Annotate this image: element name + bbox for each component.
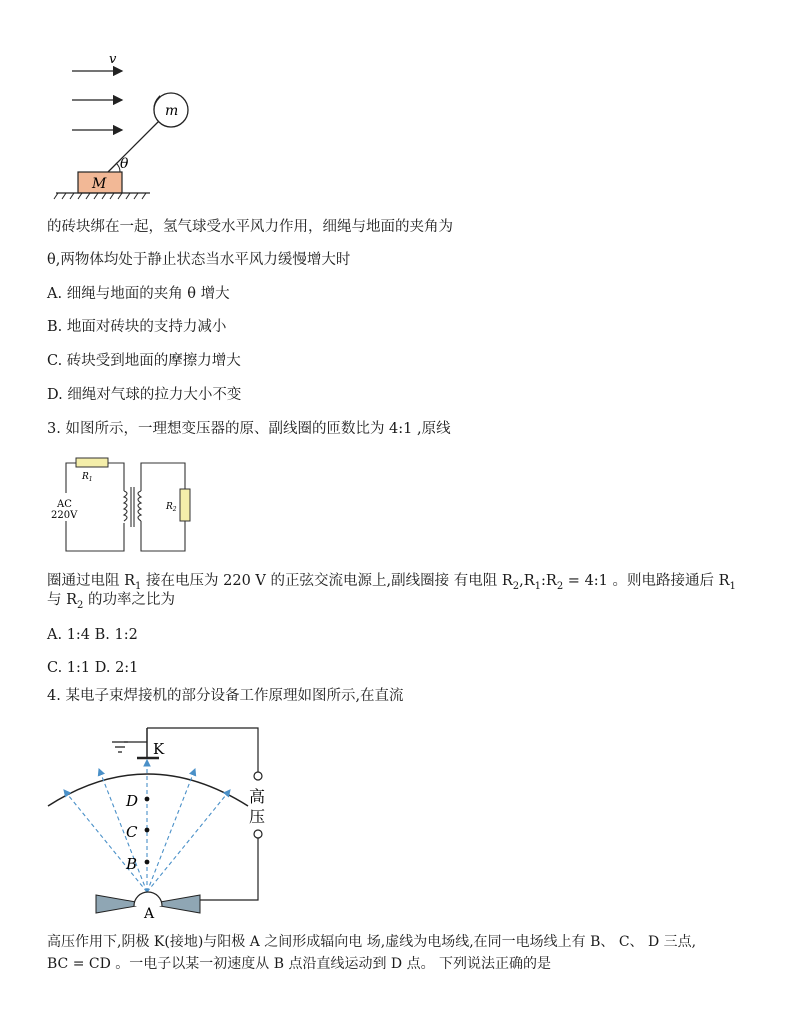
brick-mass-label: M [92, 176, 107, 192]
resistor-r1 [76, 458, 108, 467]
anode-dome [134, 892, 162, 906]
q3-options-cd: C. 1:1 D. 2:1 [47, 660, 139, 676]
ground-hatch [54, 193, 146, 199]
balloon-label-figure [152, 91, 192, 131]
q2-option-a: A. 细绳与地面的夹角 θ 增大 [47, 286, 230, 302]
q4-stem-line2: 高压作用下,阴极 K(接地)与阳极 A 之间形成辐向电 场,虚线为电场线,在同一电场线上有 B、 C、 D 三点, [47, 934, 697, 950]
electron-beam-figure [44, 722, 274, 920]
point-b [145, 860, 150, 865]
secondary-wire [141, 463, 185, 491]
q4-stem-line1: 4. 某电子束焊接机的部分设备工作原理如图所示,在直流 [47, 688, 404, 704]
balloon-mass-label: m [165, 103, 179, 119]
field-line-4 [147, 769, 195, 892]
q3-stem-line3: 与 $R_2$ 的功率之比为 [47, 592, 176, 611]
theta-label: θ [120, 156, 129, 172]
secondary-coil [138, 491, 141, 521]
q2-stem-line1: 的砖块绑在一起，氢气球受水平风力作用，细绳与地面的夹角为 [47, 219, 453, 235]
hv-label-1: 高 [249, 787, 266, 806]
anode-right-wedge [160, 895, 200, 913]
r1-label: $R_1$ [82, 472, 93, 483]
velocity-label: v [109, 52, 117, 67]
field-line-2 [99, 769, 147, 892]
transformer-circuit-figure [50, 455, 195, 557]
anode-arc [48, 774, 248, 806]
anode-label: A [144, 906, 155, 920]
anode-left-wedge [96, 895, 136, 913]
balloon-brick-figure [50, 48, 160, 203]
q2-option-c: C. 砖块受到地面的摩擦力增大 [47, 353, 241, 369]
point-d-label: D [126, 792, 139, 810]
primary-coil [124, 491, 127, 521]
ground-symbol [112, 742, 147, 752]
voltage-label: 220V [51, 510, 78, 521]
hv-terminal-top [254, 772, 262, 780]
hv-label-2: 压 [249, 807, 266, 826]
ac-label: AC [57, 499, 72, 510]
point-b-label: B [126, 855, 138, 873]
resistor-r2 [180, 489, 190, 521]
hv-terminal-bottom [254, 830, 262, 838]
q4-stem-line3: BC = CD 。一电子以某一初速度从 B 点沿直线运动到 D 点。 下列说法正确的是 [47, 956, 552, 972]
point-c [145, 828, 150, 833]
q3-stem-line2: 圈通过电阻 $R_1$ 接在电压为 220 V 的正弦交流电源上,副线圈接 有电阻 $R_2,R_1:R_2$ = 4:1 。则电路接通后 $R_1$ [47, 573, 736, 592]
q2-stem-line2: θ,两物体均处于静止状态当水平风力缓慢增大时 [47, 252, 351, 268]
q2-option-d: D. 细绳对气球的拉力大小不变 [47, 387, 242, 403]
cathode-label: K [153, 740, 165, 758]
primary-wire-bottom [66, 517, 124, 551]
q2-option-b: B. 地面对砖块的支持力减小 [47, 319, 227, 335]
hv-wire-bottom [200, 838, 258, 900]
secondary-wire-bottom [141, 521, 185, 551]
field-line-5 [147, 790, 230, 892]
q3-options-ab: A. 1:4 B. 1:2 [47, 627, 138, 643]
point-d [145, 797, 150, 802]
point-c-label: C [126, 823, 138, 841]
q3-stem-line1: 3. 如图所示，一理想变压器的原、副线圈的匝数比为 4:1 ,原线 [47, 421, 451, 437]
r2-label: $R_2$ [166, 502, 177, 513]
